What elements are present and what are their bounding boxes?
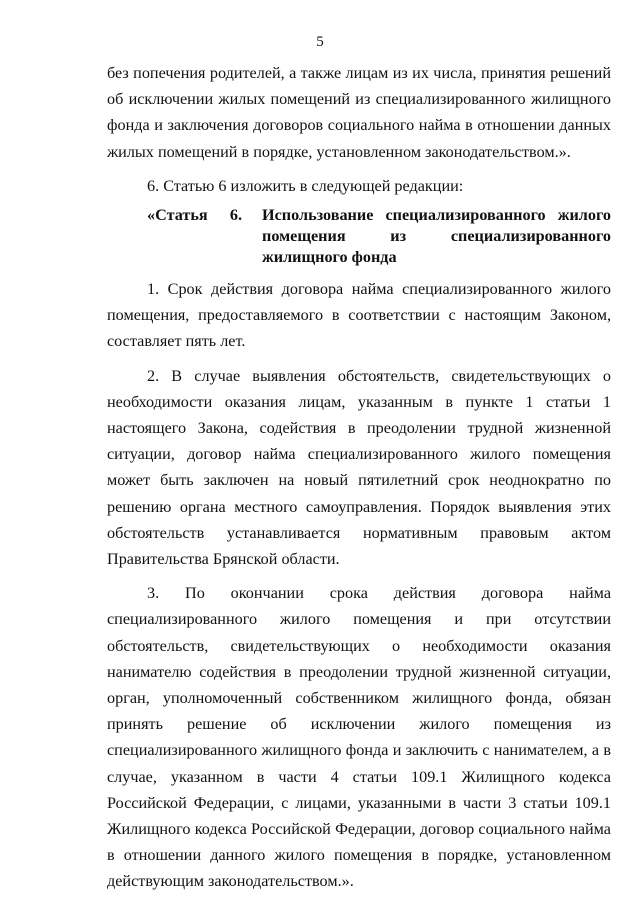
- paragraph-continuation: без попечения родителей, а также лицам из их числа, принятия решений об исключении жилых помещений из специализированного жилищного фонда и заключения договоров социального найма в отношении данных жилых помещений в порядке, установленном законодательством.».: [107, 64, 611, 161]
- article-label: [107, 205, 262, 268]
- clause-2: 2. В случае выявления обстоятельств, свидетельствующих о необходимости оказания лицам, указанным в пункте 1 статьи 1 настоящего Закона, содействия в преодолении трудной жизненной ситуации, договор найма специализированного жилого помещения может быть заключен на новый пятилетний срок неоднократно по решению органа местного самоуправления. Порядок выявления этих обстоятельств устанавливается нормативным правовым актом Правительства Брянской области.: [107, 366, 611, 569]
- paragraph-amendment-intro: 6. Статью 6 изложить в следующей редакции:: [147, 176, 464, 195]
- article-label-number: 6.: [229, 206, 242, 225]
- page-number: 5: [316, 34, 324, 50]
- article-heading: [107, 205, 611, 268]
- document-body: [107, 60, 611, 895]
- article-title: Использование специализированного жилого помещения из специализированного жилищного фонда: [262, 206, 611, 267]
- clause-3: 3. По окончании срока действия договора найма специализированного жилого помещения и при отсутствии обстоятельств, свидетельствующих о необходимости оказания нанимателю содействия в преодолении трудной жизненной ситуации, орган, уполномоченный собственником жилищного фонда, обязан принять решение об исключении жилого помещения из специализированного жилищного фонда и заключить с нанимателем, а в случае, указанном в части 4 статьи 109.1 Жилищного кодекса Российской Федерации, с лицами, указанными в части 3 статьи 109.1 Жилищного кодекса Российской Федерации, договор социального найма в отношении данного жилого помещения в порядке, установленном действующим законодательством.».: [107, 584, 611, 891]
- clause-1: 1. Срок действия договора найма специализированного жилого помещения, предоставляемого в соответствии с настоящим Законом, составляет пять лет.: [107, 280, 611, 351]
- article-label-word: «Статья: [147, 206, 208, 225]
